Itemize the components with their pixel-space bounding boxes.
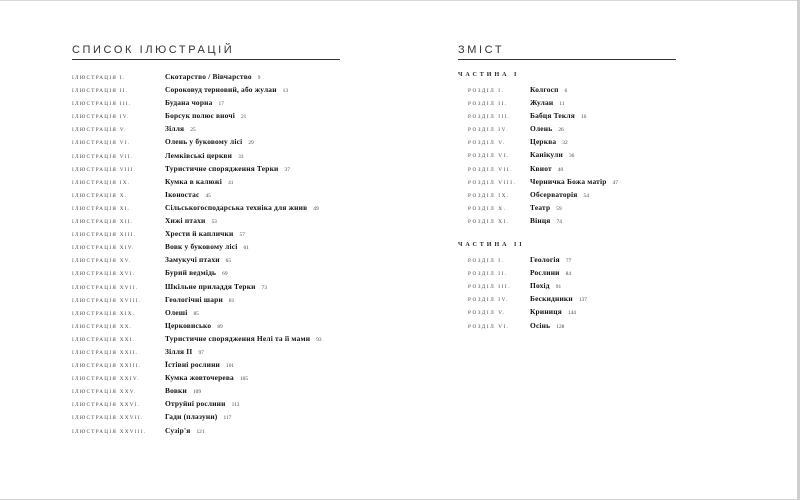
entry-label: ІЛЮСТРАЦІЯ IV. — [72, 114, 130, 121]
entry-label: ІЛЮСТРАЦІЯ XI. — [72, 205, 131, 212]
entry-page-number: 109 — [192, 389, 202, 396]
entry-label: РОЗДІЛ XI. — [468, 218, 510, 225]
entry-label: ІЛЮСТРАЦІЯ X. — [72, 192, 128, 199]
entry-label: ІЛЮСТРАЦІЯ XXIV. — [72, 376, 140, 383]
entry-page-number: 93 — [316, 336, 322, 343]
illustration-entry[interactable] — [72, 412, 362, 425]
illustration-entry[interactable] — [72, 151, 362, 164]
entry-page-number: 11 — [559, 101, 565, 108]
entry-label: ІЛЮСТРАЦІЯ XXI. — [72, 336, 136, 343]
entry-title: Театр — [530, 202, 551, 212]
illustration-entry[interactable] — [72, 229, 362, 242]
entry-page-number: 73 — [261, 284, 268, 291]
entry-label: РОЗДІЛ VI. — [468, 153, 510, 160]
entry-title: Бурий ведмідь — [165, 268, 217, 278]
entry-label: ІЛЮСТРАЦІЯ I. — [72, 75, 126, 81]
chapter-entry[interactable] — [458, 268, 748, 281]
entry-page-number: 121 — [196, 428, 205, 435]
entry-label: РОЗДІЛ III. — [468, 114, 512, 121]
entry-label: ІЛЮСТРАЦІЯ VI. — [72, 140, 131, 147]
entry-page-number: 21 — [240, 114, 247, 121]
entry-title: Сільськогосподарська техніка для жнив — [165, 202, 308, 212]
entry-title: Сороковуд терновий, або жулан — [165, 85, 277, 95]
illustration-entry[interactable] — [72, 137, 362, 150]
entry-label: ІЛЮСТРАЦІЯ II. — [72, 88, 129, 95]
entry-label: ІЛЮСТРАЦІЯ XII. — [72, 219, 134, 226]
illustration-entry[interactable] — [72, 426, 362, 439]
page-edge-top — [0, 0, 800, 1]
entry-title: Вовки — [165, 386, 187, 396]
entry-label: ІЛЮСТРАЦІЯ XXII. — [72, 349, 139, 356]
entry-page-number: 77 — [565, 258, 572, 265]
part-heading: ЧАСТИНА I — [458, 72, 520, 78]
chapter-entry[interactable] — [458, 281, 748, 294]
illustration-entry[interactable] — [72, 85, 362, 98]
entry-page-number: 47 — [612, 179, 618, 186]
chapter-entry[interactable] — [458, 255, 748, 268]
entry-label: РОЗДІЛ VII. — [468, 166, 514, 173]
entry-page-number: 54 — [583, 192, 589, 199]
entry-title: Вовк у буковому лісі — [165, 242, 238, 252]
entry-label: РОЗДІЛ II. — [468, 271, 508, 278]
illustration-entry[interactable] — [72, 124, 362, 137]
entry-page-number: 61 — [243, 245, 249, 252]
entry-label: РОЗДІЛ IV. — [468, 127, 510, 134]
illustration-entry[interactable] — [72, 347, 362, 360]
entry-title: Церква — [530, 137, 557, 147]
entry-page-number: 32 — [562, 140, 568, 147]
entry-label: РОЗДІЛ I. — [468, 88, 505, 94]
entry-label: ІЛЮСТРАЦІЯ XXVIII. — [72, 428, 147, 435]
entry-page-number: 37 — [284, 166, 290, 173]
entry-title: Бескидники — [530, 294, 573, 304]
entry-title: Кумка жовточерева — [165, 373, 234, 383]
entry-title: Канікули — [530, 150, 563, 160]
entry-label: ІЛЮСТРАЦІЯ XIX. — [72, 310, 136, 317]
entry-page-number: 117 — [223, 415, 232, 422]
entry-page-number: 74 — [556, 218, 562, 225]
entry-title: Церковисько — [165, 320, 212, 330]
entry-title: Туристичне спорядження Нелі та її мами — [165, 333, 311, 343]
entry-title: Будана чорна — [165, 98, 213, 108]
chapter-entry[interactable] — [458, 150, 748, 163]
entry-label: РОЗДІЛ I. — [468, 258, 505, 265]
chapter-entry[interactable] — [458, 216, 748, 229]
illustration-entry[interactable] — [72, 177, 362, 190]
entry-page-number: 16 — [580, 114, 587, 121]
illustration-entry[interactable] — [72, 268, 362, 281]
illustration-entry[interactable] — [72, 399, 362, 412]
illustration-entry[interactable] — [72, 386, 362, 399]
illustration-entry[interactable] — [72, 72, 362, 85]
entry-title: Криниця — [530, 307, 562, 317]
chapter-entry[interactable] — [458, 111, 748, 124]
illustrations-list — [72, 72, 362, 439]
entry-page-number: 59 — [556, 205, 562, 212]
illustration-entry[interactable] — [72, 203, 362, 216]
illustration-entry[interactable] — [72, 242, 362, 255]
entry-page-number: 81 — [228, 297, 235, 304]
entry-title: Зілля II — [165, 346, 193, 356]
entry-label: РОЗДІЛ V. — [468, 140, 506, 147]
entry-label: ІЛЮСТРАЦІЯ IX. — [72, 179, 131, 186]
entry-label: ІЛЮСТРАЦІЯ XVII. — [72, 284, 139, 291]
entry-page-number: 144 — [567, 310, 576, 317]
entry-title: Олень — [530, 124, 553, 134]
entry-label: ІЛЮСТРАЦІЯ III. — [72, 101, 132, 108]
chapter-entry[interactable] — [458, 190, 748, 203]
entry-title: Шкільне приладдя Терки — [165, 281, 256, 291]
entry-page-number: 91 — [555, 284, 562, 291]
entry-page-number: 45 — [205, 192, 211, 199]
entry-label: ІЛЮСТРАЦІЯ XXIII. — [72, 363, 142, 370]
entry-page-number: 89 — [217, 323, 223, 330]
illustration-entry[interactable] — [72, 255, 362, 268]
entry-title: Хижі птахи — [165, 216, 206, 226]
illustration-entry[interactable] — [72, 190, 362, 203]
entry-title: Зілля — [165, 124, 185, 134]
entry-label: ІЛЮСТРАЦІЯ XV. — [72, 258, 132, 265]
entry-title: Скотарство / Вівчарство — [165, 72, 252, 81]
entry-title: Похід — [530, 281, 550, 291]
chapter-entry[interactable] — [458, 85, 748, 98]
illustration-entry[interactable] — [72, 216, 362, 229]
chapter-entry[interactable] — [458, 203, 748, 216]
entry-title: Рослини — [530, 268, 560, 278]
entry-label: ІЛЮСТРАЦІЯ VII. — [72, 153, 134, 160]
entry-label: РОЗДІЛ III. — [468, 284, 512, 291]
entry-page-number: 105 — [239, 376, 249, 383]
entry-label: ІЛЮСТРАЦІЯ XVI. — [72, 271, 136, 278]
entry-page-number: 6 — [564, 88, 568, 94]
entry-label: РОЗДІЛ IV. — [468, 297, 510, 304]
entry-page-number: 41 — [228, 179, 234, 186]
entry-label: РОЗДІЛ VI. — [468, 323, 510, 330]
entry-page-number: 29 — [248, 140, 254, 147]
entry-page-number: 128 — [556, 323, 565, 330]
illustration-entry[interactable] — [72, 373, 362, 386]
entry-page-number: 113 — [231, 402, 240, 409]
illustration-entry[interactable] — [72, 321, 362, 334]
entry-title: Осінь — [530, 320, 551, 330]
entry-page-number: 97 — [198, 349, 204, 356]
entry-label: РОЗДІЛ V. — [468, 310, 506, 317]
entry-page-number: 49 — [313, 205, 319, 212]
chapter-entry[interactable] — [458, 164, 748, 177]
entry-title: Олень у буковому лісі — [165, 137, 243, 147]
entry-title: Кумка в калюжі — [165, 176, 223, 186]
entry-title: Обсерваторія — [530, 189, 578, 199]
entry-title: Отруйні рослини — [165, 399, 226, 409]
entry-title: Вінця — [530, 215, 551, 225]
entry-label: РОЗДІЛ II. — [468, 101, 508, 108]
entry-page-number: 57 — [239, 232, 245, 239]
entry-page-number: 25 — [190, 127, 196, 134]
entry-title: Гади (плазуни) — [165, 412, 218, 422]
entry-title: Геологія — [530, 255, 560, 265]
illustrations-heading: СПИСОК ІЛЮСТРАЦІЙ — [72, 44, 340, 60]
entry-title: Квиот — [530, 163, 552, 173]
chapter-entry[interactable] — [458, 124, 748, 137]
entry-label: РОЗДІЛ IX. — [468, 192, 510, 199]
part-heading: ЧАСТИНА II — [458, 242, 525, 249]
entry-title: Їстівні рослини — [165, 360, 220, 370]
illustration-entry[interactable] — [72, 308, 362, 321]
entry-title: Хрести й каплички — [165, 229, 234, 239]
illustration-entry[interactable] — [72, 164, 362, 177]
illustration-entry[interactable] — [72, 360, 362, 373]
illustration-entry[interactable] — [72, 334, 362, 347]
entry-title: Черничка Божа матір — [530, 176, 607, 186]
entry-label: ІЛЮСТРАЦІЯ XVIII. — [72, 297, 142, 304]
entry-title: Бабця Текля — [530, 111, 575, 121]
contents-heading: ЗМІСТ — [458, 44, 676, 60]
entry-title: Туристичне спорядження Терки — [165, 163, 279, 173]
entry-label: ІЛЮСТРАЦІЯ XX. — [72, 323, 133, 330]
entry-label: ІЛЮСТРАЦІЯ XXVI. — [72, 402, 141, 409]
contents-page — [458, 44, 748, 334]
entry-label: РОЗДІЛ X. — [468, 205, 507, 212]
chapter-entry[interactable] — [458, 307, 748, 320]
entry-page-number: 9 — [257, 75, 261, 81]
chapter-entry[interactable] — [458, 294, 748, 307]
illustrations-page — [72, 44, 362, 439]
entry-title: Олеші — [165, 307, 188, 317]
entry-title: Лемківські церкви — [165, 150, 233, 160]
entry-title: Сузір'я — [165, 425, 191, 435]
entry-page-number: 36 — [568, 153, 575, 160]
entry-page-number: 85 — [193, 310, 199, 317]
entry-label: ІЛЮСТРАЦІЯ XXVII. — [72, 415, 144, 422]
entry-page-number: 40 — [557, 166, 564, 173]
entry-label: ІЛЮСТРАЦІЯ XXV. — [72, 389, 137, 396]
entry-label: ІЛЮСТРАЦІЯ XIII. — [72, 232, 137, 239]
entry-title: Борсук полює вночі — [165, 111, 235, 121]
entry-label: ІЛЮСТРАЦІЯ VIII. — [72, 166, 137, 173]
entry-title: Жулан — [530, 98, 554, 108]
chapter-entry[interactable] — [458, 98, 748, 111]
entry-page-number: 53 — [211, 219, 217, 226]
entry-page-number: 137 — [578, 297, 587, 304]
illustration-entry[interactable] — [72, 98, 362, 111]
entry-label: ІЛЮСТРАЦІЯ XIV. — [72, 245, 135, 252]
entry-label: ІЛЮСТРАЦІЯ V. — [72, 127, 127, 134]
entry-page-number: 69 — [222, 271, 228, 278]
entry-page-number: 65 — [225, 258, 232, 265]
chapter-entry[interactable] — [458, 177, 748, 190]
entry-page-number: 101 — [226, 363, 235, 370]
entry-title: Колгосп — [530, 85, 559, 94]
contents-list — [458, 72, 748, 334]
entry-page-number: 13 — [282, 88, 289, 95]
entry-page-number: 17 — [218, 101, 224, 108]
chapter-entry[interactable] — [458, 321, 748, 334]
entry-title: Замукучі птахи — [165, 255, 220, 265]
entry-title: Іконостас — [165, 189, 200, 199]
chapter-entry[interactable] — [458, 137, 748, 150]
entry-page-number: 26 — [558, 127, 564, 134]
entry-label: РОЗДІЛ VIII. — [468, 179, 517, 186]
entry-page-number: 33 — [238, 153, 244, 160]
illustration-entry[interactable] — [72, 295, 362, 308]
entry-title: Геологічні шари — [165, 294, 223, 304]
illustration-entry[interactable] — [72, 111, 362, 124]
illustration-entry[interactable] — [72, 282, 362, 295]
entry-page-number: 84 — [565, 271, 572, 278]
